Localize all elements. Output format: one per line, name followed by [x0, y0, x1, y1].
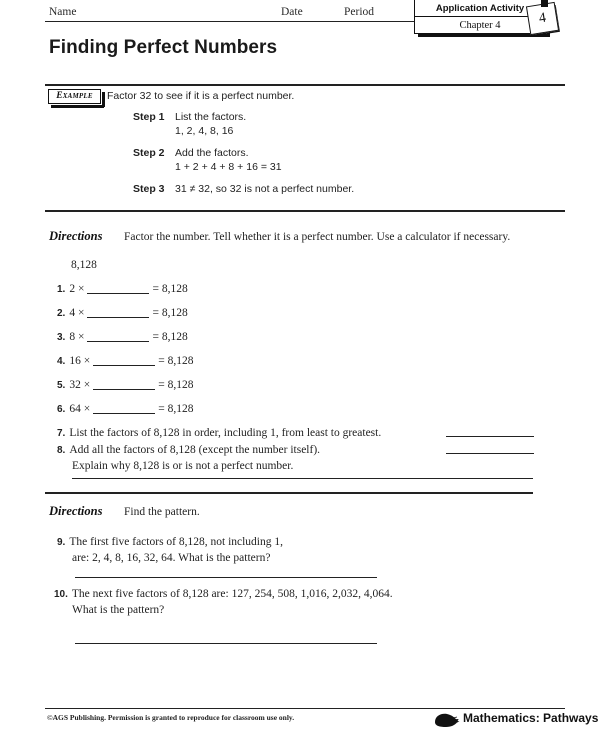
- directions-1-text: Factor the number. Tell whether it is a perfect number. Use a calculator if necessary.: [124, 231, 511, 243]
- problem-factor: 16 ×: [69, 355, 91, 367]
- problem-result: = 8,128: [152, 283, 188, 295]
- example-label: Example: [56, 91, 93, 101]
- answer-blank[interactable]: [93, 389, 155, 390]
- step-2-text: Add the factors.: [175, 147, 249, 159]
- problem-number: 9.: [57, 537, 66, 548]
- directions-2-text: Find the pattern.: [124, 506, 200, 518]
- publisher-brand: Mathematics: Pathways: [463, 711, 599, 725]
- problem-text-line1: Add all the factors of 8,128 (except the number itself).: [69, 444, 321, 456]
- problem-9-line2: are: 2, 4, 8, 16, 32, 64. What is the pattern?: [72, 552, 271, 564]
- page-title: Finding Perfect Numbers: [49, 37, 278, 58]
- problem-row-8: [57, 444, 320, 456]
- page-header: [0, 0, 611, 34]
- problem-row: [57, 379, 193, 391]
- problem-row-9: [57, 536, 283, 548]
- problem-result: = 8,128: [158, 403, 194, 415]
- example-badge: [48, 89, 101, 104]
- chapter-number: 4: [537, 10, 548, 27]
- problem-10-line2: What is the pattern?: [72, 604, 165, 616]
- step-2-label: Step 2: [133, 147, 165, 159]
- problem-number: 2.: [57, 308, 66, 319]
- publisher-bird-logo: [433, 712, 461, 729]
- problem-factor: 8 ×: [69, 331, 85, 343]
- problem-row-7: [57, 427, 381, 439]
- problem-8-line2: Explain why 8,128 is or is not a perfect number.: [72, 460, 294, 472]
- step-1-detail: 1, 2, 4, 8, 16: [175, 125, 234, 137]
- footer-rule: [45, 708, 565, 709]
- problem-factor: 4 ×: [69, 307, 85, 319]
- activity-type-label: Application Activity: [415, 0, 545, 17]
- problem-number: 1.: [57, 284, 66, 295]
- period-field-label: Period: [344, 6, 375, 18]
- example-bottom-rule: [45, 210, 565, 212]
- problem-result: = 8,128: [152, 331, 188, 343]
- chapter-badge-tab: [541, 0, 548, 7]
- copyright-notice: ©AGS Publishing. Permission is granted to reproduce for classroom use only.: [47, 713, 295, 722]
- problem-factor: 2 ×: [69, 283, 85, 295]
- problem-text-line1: The first five factors of 8,128, not including 1,: [69, 536, 284, 548]
- problem-number: 4.: [57, 356, 66, 367]
- problem-row: [57, 283, 188, 295]
- activity-box: [414, 0, 546, 34]
- problem-row: [57, 307, 188, 319]
- example-step-2: [133, 147, 249, 159]
- problem-result: = 8,128: [158, 379, 194, 391]
- answer-blank[interactable]: [87, 341, 149, 342]
- answer-blank[interactable]: [93, 365, 155, 366]
- section-divider-rule: [45, 492, 533, 494]
- example-top-rule: [45, 84, 565, 86]
- directions-2-label: Directions: [49, 504, 103, 518]
- step-3-label: Step 3: [133, 183, 165, 195]
- problem-number: 10.: [54, 589, 68, 600]
- step-2-detail: 1 + 2 + 4 + 8 + 16 = 31: [175, 161, 282, 173]
- answer-line-7[interactable]: [446, 436, 534, 437]
- problem-number: 5.: [57, 380, 66, 391]
- directions-1-label: Directions: [49, 229, 103, 243]
- problem-factor: 32 ×: [69, 379, 91, 391]
- problem-number: 6.: [57, 404, 66, 415]
- name-field-label: Name: [49, 6, 77, 18]
- problem-text-line1: The next five factors of 8,128 are: 127, 254, 508, 1,016, 2,032, 4,064.: [71, 588, 393, 600]
- problem-number: 8.: [57, 445, 66, 456]
- answer-line-8[interactable]: [446, 453, 534, 454]
- problem-result: = 8,128: [158, 355, 194, 367]
- problem-row: [57, 403, 193, 415]
- example-step-3: [133, 183, 354, 195]
- date-field-label: Date: [281, 6, 303, 18]
- answer-line-9[interactable]: [75, 577, 377, 578]
- problem-result: = 8,128: [152, 307, 188, 319]
- problem-number: 7.: [57, 428, 66, 439]
- answer-line-8-explain[interactable]: [72, 478, 533, 479]
- problem-factor: 64 ×: [69, 403, 91, 415]
- problem-row: [57, 331, 188, 343]
- problem-row: [57, 355, 193, 367]
- example-intro-text: Factor 32 to see if it is a perfect number.: [107, 90, 295, 102]
- problem-row-10: [54, 588, 393, 600]
- step-1-text: List the factors.: [175, 111, 247, 123]
- problem-text: List the factors of 8,128 in order, including 1, from least to greatest.: [69, 427, 382, 439]
- example-step-1: [133, 111, 246, 123]
- subject-number: 8,128: [71, 259, 97, 271]
- problem-number: 3.: [57, 332, 66, 343]
- chapter-label: Chapter 4: [459, 20, 501, 31]
- answer-blank[interactable]: [87, 293, 149, 294]
- step-3-text: 31 ≠ 32, so 32 is not a perfect number.: [175, 183, 355, 195]
- answer-blank[interactable]: [87, 317, 149, 318]
- answer-blank[interactable]: [93, 413, 155, 414]
- answer-line-10[interactable]: [75, 643, 377, 644]
- step-1-label: Step 1: [133, 111, 165, 123]
